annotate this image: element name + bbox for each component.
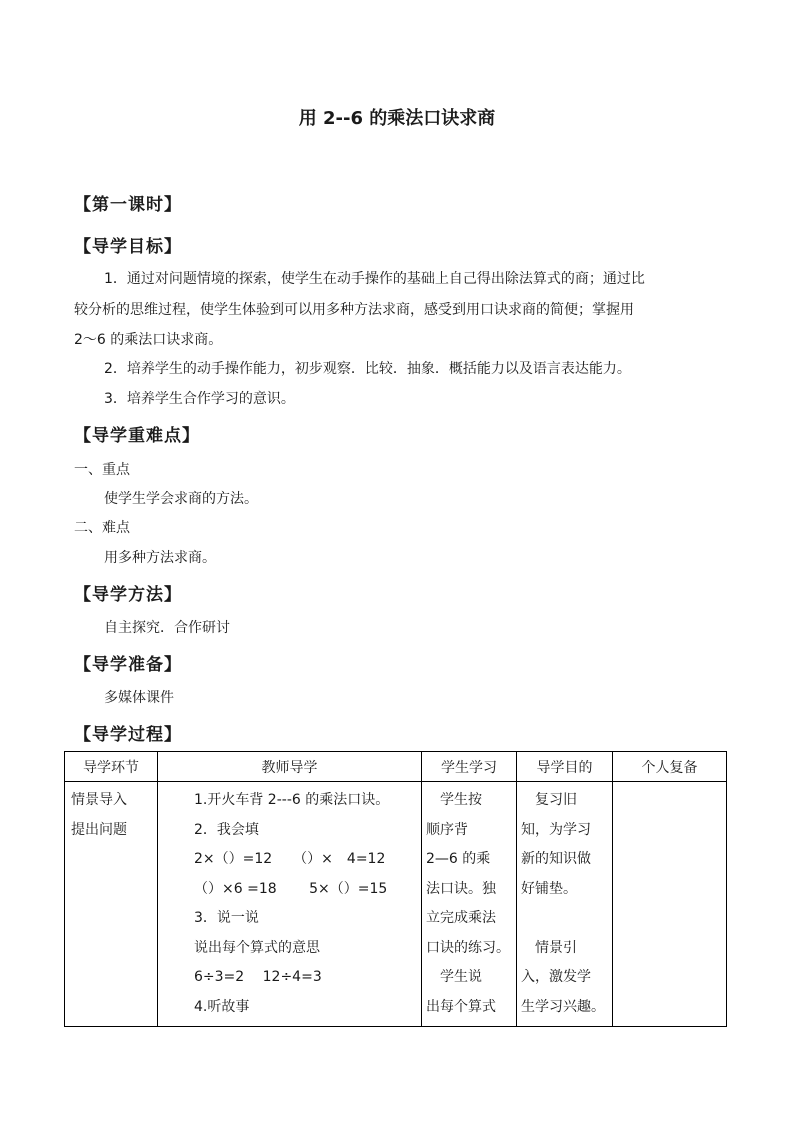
stage-line: 提出问题 bbox=[71, 821, 127, 838]
key-label: 一、重点 bbox=[74, 462, 130, 478]
student-line: 出每个算式 bbox=[426, 998, 496, 1015]
table-row bbox=[65, 782, 727, 1027]
purpose-line: 入，激发学 bbox=[521, 969, 591, 985]
header-stage: 导学环节 bbox=[65, 752, 158, 782]
teacher-line: 3．说一说 bbox=[194, 910, 259, 926]
teacher-cell bbox=[158, 782, 422, 1027]
header-notes: 个人复备 bbox=[613, 752, 727, 782]
purpose-line: 新的知识做 bbox=[521, 851, 591, 867]
page-title: 用 2--6 的乘法口诀求商 bbox=[298, 108, 496, 129]
purpose-line: 知，为学习 bbox=[521, 821, 591, 838]
key-text: 使学生学会求商的方法。 bbox=[104, 491, 258, 507]
student-line: 顺序背 bbox=[426, 821, 468, 838]
teacher-line: （）×6 =18 5×（）=15 bbox=[194, 880, 388, 897]
student-cell bbox=[422, 782, 517, 1027]
purpose-line: 好铺垫。 bbox=[521, 880, 577, 897]
goals-heading: 【导学目标】 bbox=[74, 237, 182, 257]
student-line: 学生说 bbox=[426, 969, 482, 985]
teacher-line: 说出每个算式的意思 bbox=[194, 939, 320, 956]
purpose-line: 情景引 bbox=[521, 939, 577, 956]
stage-cell bbox=[65, 782, 158, 1027]
student-line: 口诀的练习。 bbox=[426, 939, 510, 956]
purpose-line: 复习旧 bbox=[521, 792, 577, 808]
teacher-line: 2×（）=12 （）× 4=12 bbox=[194, 851, 386, 867]
purpose-line bbox=[521, 908, 612, 938]
header-purpose: 导学目的 bbox=[517, 752, 613, 782]
table-header-row bbox=[65, 752, 727, 782]
goal1-line1: 1．通过对问题情境的探索，使学生在动手操作的基础上自己得出除法算式的商；通过比 bbox=[104, 271, 645, 287]
methods-text: 自主探究．合作研讨 bbox=[104, 620, 230, 636]
preparation-text: 多媒体课件 bbox=[104, 690, 174, 706]
key-points-heading: 【导学重难点】 bbox=[74, 426, 200, 446]
teacher-line: 6÷3=2 12÷4=3 bbox=[194, 969, 322, 985]
preparation-heading: 【导学准备】 bbox=[74, 655, 182, 675]
student-line: 立完成乘法 bbox=[426, 910, 496, 926]
process-heading: 【导学过程】 bbox=[74, 725, 182, 745]
goal2: 2．培养学生的动手操作能力，初步观察．比较．抽象．概括能力以及语言表达能力。 bbox=[104, 361, 631, 377]
teacher-line: 4.听故事 bbox=[194, 998, 250, 1015]
header-teacher: 教师导学 bbox=[158, 752, 422, 782]
stage-line: 情景导入 bbox=[71, 792, 127, 808]
goal3: 3．培养学生合作学习的意识。 bbox=[104, 391, 295, 407]
difficult-label: 二、难点 bbox=[74, 520, 130, 536]
student-line: 法口诀。独 bbox=[426, 880, 496, 897]
lesson-heading: 【第一课时】 bbox=[74, 195, 182, 215]
methods-heading: 【导学方法】 bbox=[74, 585, 182, 605]
goal1-line3: 2～6 的乘法口诀求商。 bbox=[74, 332, 223, 348]
process-table bbox=[64, 751, 727, 1027]
purpose-cell bbox=[517, 782, 613, 1027]
teacher-line: 1.开火车背 2---6 的乘法口诀。 bbox=[194, 792, 390, 808]
purpose-line: 生学习兴趣。 bbox=[521, 998, 605, 1015]
teacher-line: 2．我会填 bbox=[194, 821, 259, 838]
header-student: 学生学习 bbox=[422, 752, 517, 782]
student-line: 2—6 的乘 bbox=[426, 851, 491, 867]
goal1-line2: 较分析的思维过程，使学生体验到可以用多种方法求商，感受到用口诀求商的简便；掌握用 bbox=[74, 302, 634, 318]
notes-cell bbox=[613, 782, 727, 1027]
student-line: 学生按 bbox=[426, 792, 482, 808]
difficult-text: 用多种方法求商。 bbox=[104, 550, 216, 566]
